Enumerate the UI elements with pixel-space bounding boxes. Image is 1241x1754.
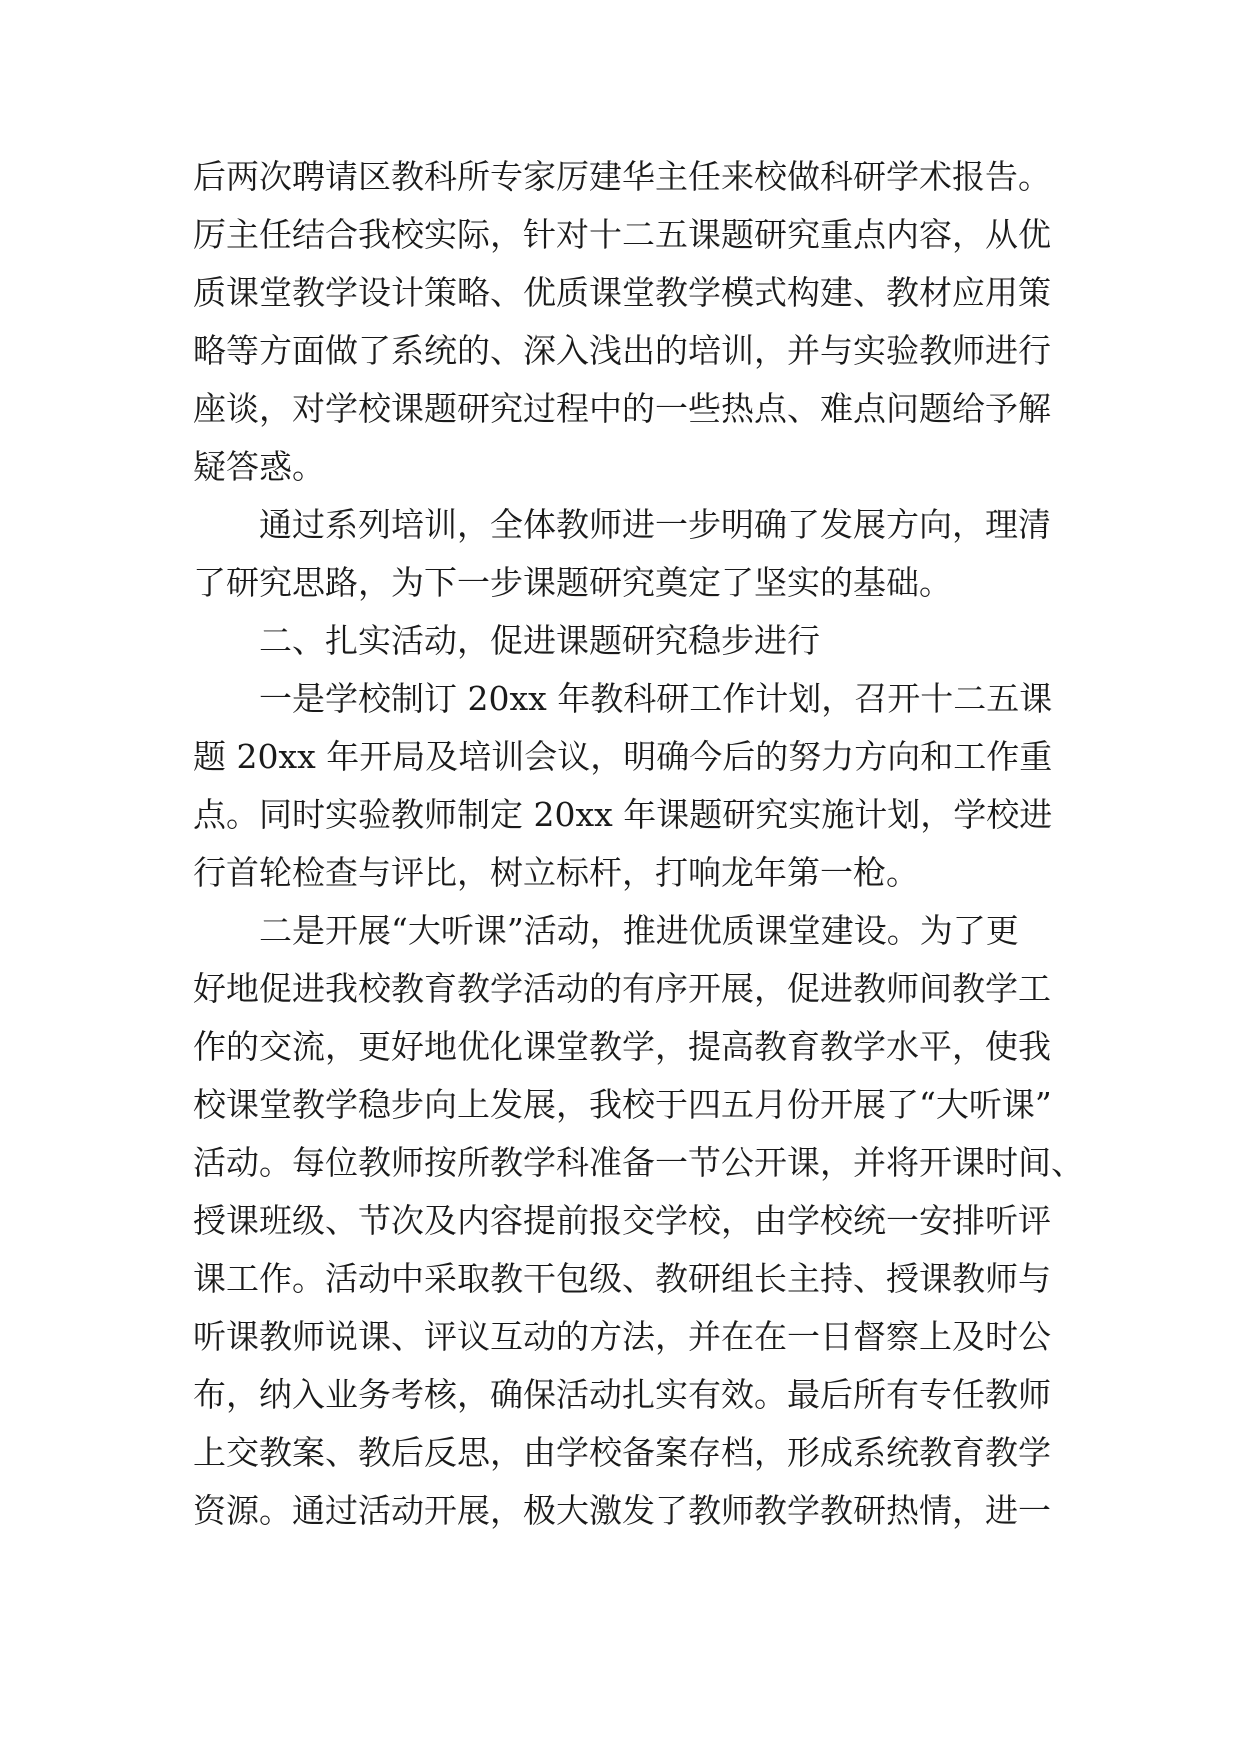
document-body	[193, 157, 1084, 1550]
text-line: 资源。通过活动开展，极大激发了教师教学教研热情，进一	[193, 1491, 1051, 1530]
text-line: 后两次聘请区教科所专家厉建华主任来校做科研学术报告。	[193, 157, 1051, 196]
text-line: 课工作。活动中采取教干包级、教研组长主持、授课教师与	[193, 1259, 1051, 1298]
text-line: 质课堂教学设计策略、优质课堂教学模式构建、教材应用策	[193, 273, 1051, 312]
paragraph-first-line: 通过系列培训，全体教师进一步明确了发展方向，理清	[259, 505, 1051, 544]
text-line: 点。同时实验教师制定 20xx 年课题研究实施计划，学校进	[193, 795, 1053, 834]
paragraph-first-line: 二是开展“大听课”活动，推进优质课堂建设。为了更	[259, 911, 1019, 950]
paragraph-first-line: 一是学校制订 20xx 年教科研工作计划，召开十二五课	[259, 679, 1053, 718]
text-line: 座谈，对学校课题研究过程中的一些热点、难点问题给予解	[193, 389, 1051, 428]
text-line: 活动。每位教师按所教学科准备一节公开课，并将开课时间、	[193, 1143, 1084, 1182]
section-heading: 二、扎实活动，促进课题研究稳步进行	[259, 621, 820, 660]
text-line: 布，纳入业务考核，确保活动扎实有效。最后所有专任教师	[193, 1375, 1051, 1414]
text-line: 听课教师说课、评议互动的方法，并在在一日督察上及时公	[193, 1317, 1051, 1356]
text-line: 了研究思路，为下一步课题研究奠定了坚实的基础。	[193, 563, 952, 602]
text-line: 疑答惑。	[193, 447, 325, 486]
text-line: 题 20xx 年开局及培训会议，明确今后的努力方向和工作重	[193, 737, 1053, 776]
text-line: 上交教案、教后反思，由学校备案存档，形成系统教育教学	[193, 1433, 1051, 1472]
text-line: 好地促进我校教育教学活动的有序开展，促进教师间教学工	[193, 969, 1051, 1008]
text-line: 校课堂教学稳步向上发展，我校于四五月份开展了“大听课”	[193, 1085, 1052, 1124]
text-line: 授课班级、节次及内容提前报交学校，由学校统一安排听评	[193, 1201, 1051, 1240]
text-line: 作的交流，更好地优化课堂教学，提高教育教学水平，使我	[193, 1027, 1051, 1066]
text-line: 略等方面做了系统的、深入浅出的培训，并与实验教师进行	[193, 331, 1051, 370]
text-line: 厉主任结合我校实际，针对十二五课题研究重点内容，从优	[193, 215, 1051, 254]
text-line: 行首轮检查与评比，树立标杆，打响龙年第一枪。	[193, 853, 919, 892]
